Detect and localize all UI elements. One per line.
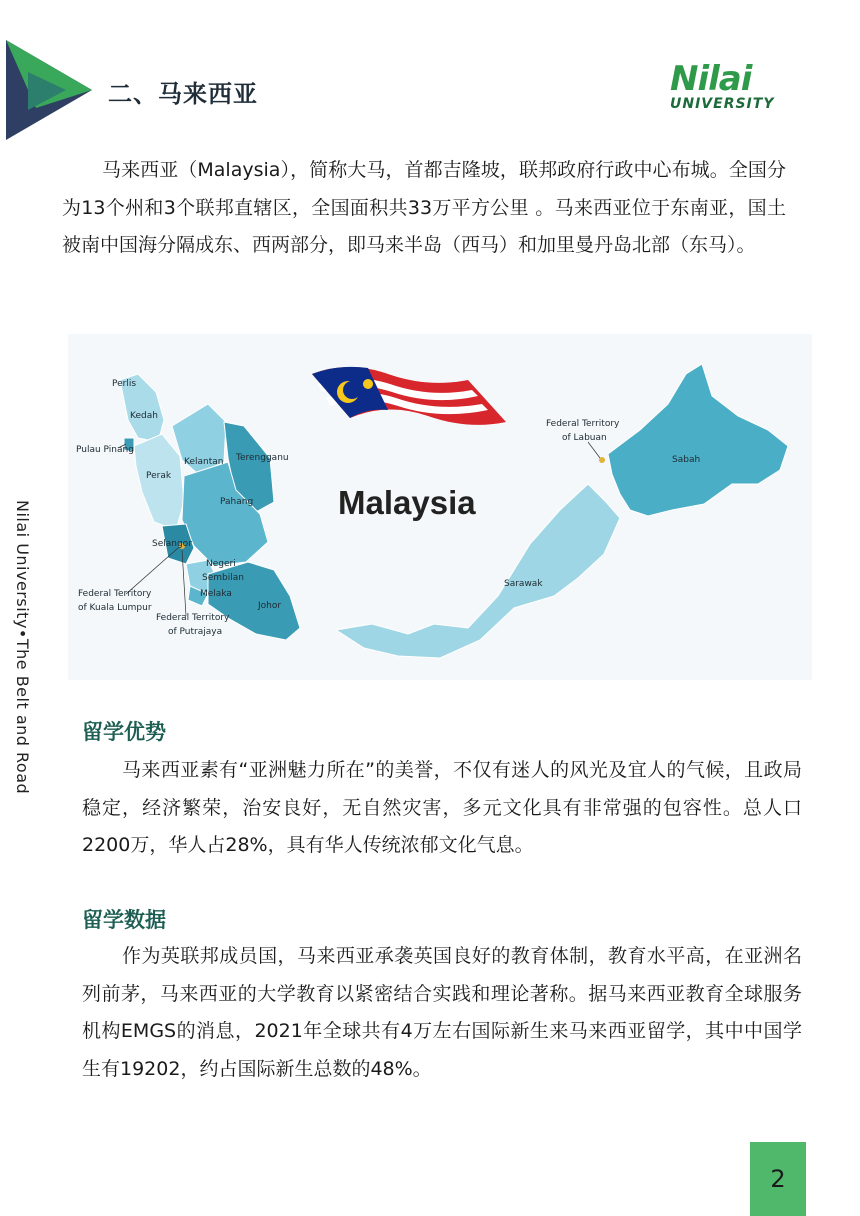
- map-title: Malaysia: [338, 484, 476, 521]
- statistics-paragraph: 作为英联邦成员国，马来西亚承袭英国良好的教育体制，教育水平高，在亚洲名列前茅，马来西亚的大学教育以紧密结合实践和理论著称。据马来西亚教育全球服务机构EMGS的消息，2021年全球共有4万左右国际新生来马来西亚留学，其中中国学生有19202，约占国际新生总数的48%。: [82, 945, 802, 1080]
- malaysia-map: [68, 334, 812, 680]
- university-logo: [670, 59, 786, 118]
- map-label-terengganu: Terengganu: [236, 453, 289, 463]
- advantages-heading: 留学优势: [82, 720, 166, 744]
- page-number: 2: [770, 1165, 786, 1193]
- page-number-box: [750, 1142, 806, 1216]
- brand-name: Nilai: [670, 59, 752, 99]
- map-label-negeri: Negeri: [206, 559, 236, 569]
- map-label-perlis: Perlis: [112, 379, 137, 389]
- map-label-selangor: Selangor: [152, 539, 192, 549]
- map-label-fed-kl-2: of Kuala Lumpur: [78, 603, 152, 613]
- map-label-sembilan: Sembilan: [202, 573, 244, 583]
- map-label-sabah: Sabah: [672, 455, 701, 465]
- intro-paragraph: 马来西亚（Malaysia），简称大马，首都吉隆坡，联邦政府行政中心布城。全国分为13个州和3个联邦直辖区，全国面积共33万平方公里 。马来西亚位于东南亚，国土被南中国海分隔成东、西两部分，即马来半岛（西马）和加里曼丹岛北部（东马）。: [62, 159, 786, 256]
- map-label-kedah: Kedah: [130, 411, 158, 421]
- map-label-perak: Perak: [146, 471, 172, 481]
- advantages-paragraph: 马来西亚素有“亚洲魅力所在”的美誉，不仅有迷人的风光及宜人的气候，且政局稳定，经济繁荣，治安良好，无自然灾害，多元文化具有非常强的包容性。总人口2200万，华人占28%，具有华人传统浓郁文化气息。: [82, 759, 802, 856]
- sidebar-caption: Nilai University•The Belt and Road: [13, 500, 32, 795]
- map-label-pahang: Pahang: [220, 497, 254, 507]
- map-label-kelantan: Kelantan: [184, 457, 224, 467]
- map-label-pulau-pinang: Pulau Pinang: [76, 445, 134, 455]
- map-label-sarawak: Sarawak: [504, 579, 543, 589]
- map-label-melaka: Melaka: [200, 589, 232, 599]
- map-label-fed-labuan-2: of Labuan: [562, 433, 607, 443]
- page-title: 二、马来西亚: [108, 80, 258, 108]
- brand-subtitle: UNIVERSITY: [670, 96, 775, 112]
- map-label-fed-putra-1: Federal Territory: [156, 613, 230, 623]
- map-label-fed-putra-2: of Putrajaya: [168, 627, 223, 637]
- corner-play-icon: [6, 40, 96, 140]
- statistics-heading: 留学数据: [82, 908, 166, 932]
- map-label-johor: Johor: [258, 601, 282, 611]
- map-label-fed-kl-1: Federal Territory: [78, 589, 152, 599]
- map-label-fed-labuan-1: Federal Territory: [546, 419, 620, 429]
